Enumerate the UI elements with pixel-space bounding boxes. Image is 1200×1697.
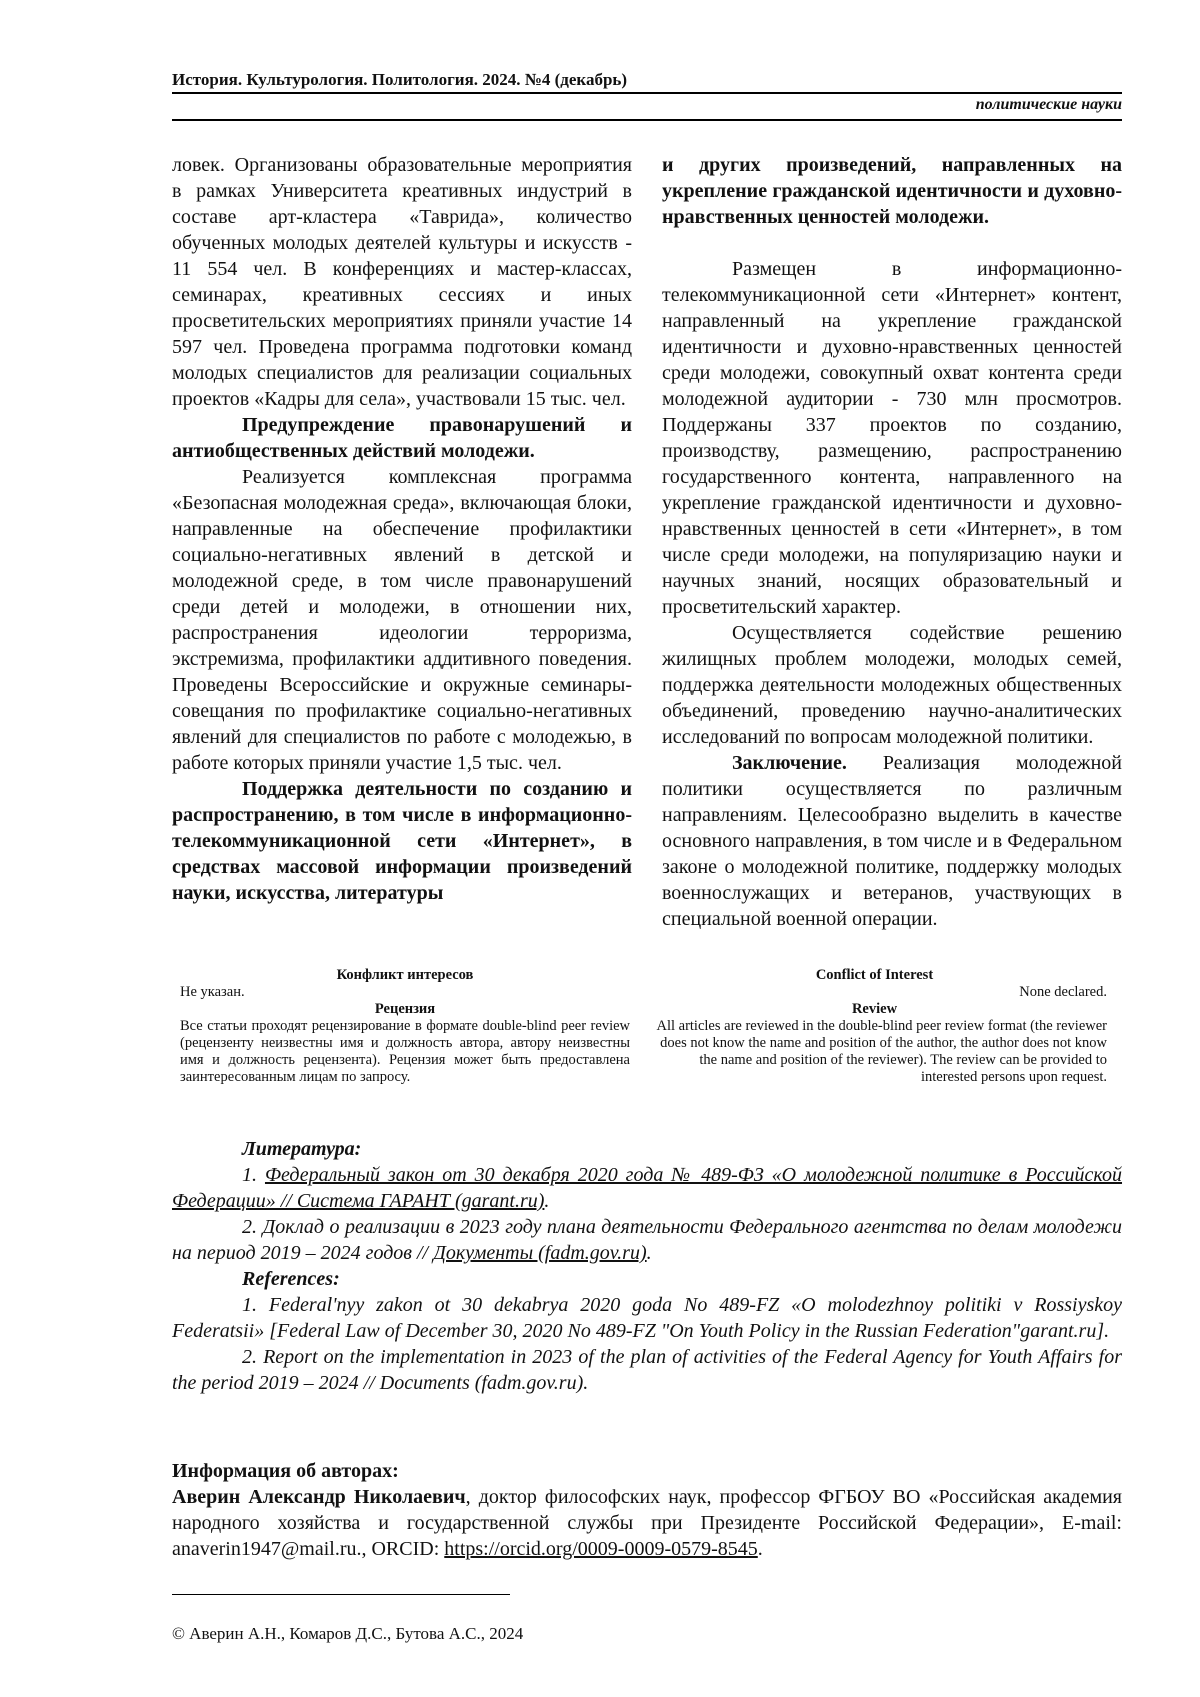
copyright: © Аверин А.Н., Комаров Д.С., Бутова А.С., 2024 [172,1624,524,1643]
conflict-text: Не указан. [180,984,245,1000]
reference-item: 1. Federal'nyy zakon ot 30 dekabrya 2020 goda No 489-FZ «O molodezhnoy politiki v Rossiyskoy Federatsii» [Federal Law of December 30, 2020 No 489-FZ "On Youth Policy in the Russian Federation"garant.ru]. [172,1294,1122,1342]
paragraph: Осуществляется содействие решению жилищных проблем молодежи, молодых семей, поддержка деятельности молодежных общественных объединений, проведению научно-аналитических исследований по вопросам молодежной политики. [662,622,1122,748]
item-number: 1. [242,1164,265,1186]
punctuation: . [757,1538,763,1560]
conflict-title: Conflict of Interest [815,967,934,983]
paragraph: ловек. Организованы образовательные мероприятия в рамках Университета креативных индустрий в составе арт-кластера «Таврида», количество обученных молодых деятелей культуры и искусств - 11 554 чел. В конференциях и мастер-классах, семинарах, креативных сессиях и иных просветительских мероприятиях приняли участие 14 597 чел. Проведена программа подготовки команд молодых специалистов для реализации социальных проектов «Кадры для села», участвовали 15 тыс. чел. [172,154,632,410]
punctuation: . [646,1242,652,1264]
review-text: Все статьи проходят рецензирование в формате double-blind peer review (рецензенту неизвестны имя и должность автора, автору неизвестны имя и должность рецензента). Рецензия может быть предоставлена заинтересованным лицам по запросу. [180,1018,630,1085]
orcid-link[interactable]: https://orcid.org/0009-0009-0579-8545 [444,1538,758,1560]
paragraph: Размещен в информационно-телекоммуникационной сети «Интернет» контент, направленный на укрепление гражданской идентичности и духовно-нравственных ценностей среди молодежи, совокупный охват контента среди молодежной аудитории - 730 млн просмотров. Поддержаны 337 проектов по созданию, производству, размещению, распространению государственного контента, направленного на укрепление гражданской идентичности и духовно-нравственных ценностей в сети «Интернет», в том числе среди молодежи, на популяризацию науки и научных знаний, носящих образовательный и просветительский характер. [662,258,1122,618]
author-info [172,1458,1122,1562]
literature-link[interactable]: Федеральный закон от 30 декабря 2020 года № 489-ФЗ «О молодежной политике в Российской Федерации» // Система ГАРАНТ (garant.ru) [172,1164,1123,1212]
right-column [662,152,1122,932]
paragraph: Реализуется комплексная программа «Безопасная молодежная среда», включающая блоки, направленные на обеспечение профилактики социально-негативных явлений в детской и молодежной среде, в том числе правонарушений среди детей и молодежи, в отношении них, распространения идеологии терроризма, экстремизма, профилактики аддитивного поведения. Проведены Всероссийские и окружные семинары-совещания по профилактике социально-негативных явлений для специалистов по работе с молодежью, в работе которых приняли участие 1,5 тыс. чел. [172,466,632,774]
header-rule-top [172,92,1122,94]
review-title: Review [851,1001,898,1017]
conclusion-paragraph [662,750,1122,932]
item-number: 2. [242,1216,263,1238]
literature-link[interactable]: Документы (fadm.gov.ru) [433,1242,647,1264]
references-title: References: [242,1268,340,1290]
section-label: политические науки [975,96,1122,113]
review-text: All articles are reviewed in the double-blind peer review format (the reviewer does not know the name and position of the author, the author does not know the name and position of the reviewer). The review can be provided to interested persons upon request. [656,1018,1107,1085]
author-info-title: Информация об авторах: [172,1460,399,1482]
conflict-title: Конфликт интересов [336,967,474,983]
author-description: , доктор философских наук, профессор ФГБОУ ВО «Российская академия народного хозяйства и государственной службы при Президенте Российской Федерации», E-mail: anaverin1947@mail.ru., ORCID: [172,1486,1122,1560]
declarations-en [642,967,1107,1086]
conflict-text: None declared. [1019,984,1107,1000]
author-entry [172,1484,1122,1562]
author-name: Аверин Александр Николаевич [172,1486,466,1508]
bibliography [172,1136,1122,1396]
section-heading: Поддержка деятельности по созданию и распространению, в том числе в информационно-телекоммуникационной сети «Интернет», в средствах массовой информации произведений науки, искусства, литературы [172,778,632,904]
review-title: Рецензия [374,1001,436,1017]
section-heading-continued: и других произведений, направленных на укрепление гражданской идентичности и духовно-нравственных ценностей молодежи. [662,154,1122,228]
header-rule-bottom [172,119,1122,121]
literature-item [172,1214,1122,1266]
conclusion-text: Реализация молодежной политики осуществляется по различным направлениям. Целесообразно выделить в качестве основного направления, в том числе и в Федеральном законе о молодежной политике, поддержку молодых военнослужащих и ветеранов, участвующих в специальной военной операции. [662,752,1122,930]
reference-item: 2. Report on the implementation in 2023 of the plan of activities of the Federal Agency for Youth Affairs for the period 2019 – 2024 // Documents (fadm.gov.ru). [172,1346,1122,1394]
literature-text: Доклад о реализации в 2023 году плана деятельности Федерального агентства по делам молодежи на период 2019 – 2024 годов // [172,1216,1122,1264]
journal-title: История. Культурология. Политология. 2024. №4 (декабрь) [172,70,628,89]
conclusion-label: Заключение. [732,752,847,774]
footnote-rule [172,1594,510,1595]
declarations-ru [180,967,630,1086]
literature-item [172,1162,1122,1214]
left-column [172,152,632,906]
literature-title: Литература: [242,1138,362,1160]
section-heading: Предупреждение правонарушений и антиобщественных действий молодежи. [172,414,632,462]
punctuation: . [544,1190,550,1212]
